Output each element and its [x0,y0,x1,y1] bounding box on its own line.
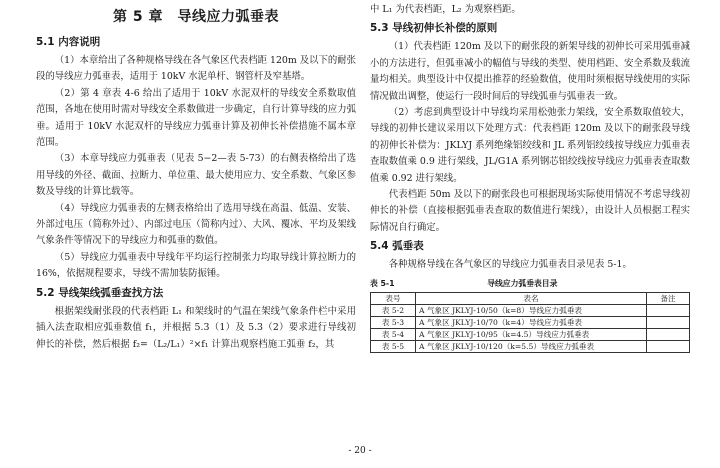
table-cell: A 气象区 JKLYJ-10/50（k=8）导线应力弧垂表 [416,304,647,316]
paragraph: 根据架线耐张段的代表档距 L₁ 和架线时的气温在架线气象条件栏中采用插入法查取相应弧垂数值 f₁，并根据 5.3（1）及 5.3（2）要求进行导线初伸长的补偿，然后根据 f₂=（L₂/L₁）²×f₁ 计算出观察档施工弧垂 f₂，其 [36,305,356,350]
paragraph: （5）导线应力弧垂表中导线年平均运行控制张力均取导线计算拉断力的 16%，依据规程要求，导线不需加装防振锤。 [36,251,356,280]
paragraph: （1）代表档距 120m 及以下的耐张段的新架导线的初伸长可采用弧垂减小的方法进行，但弧垂减小的幅值与导线的类型、使用档距、安全系数及载流量均相关。典型设计中仅提出推荐的经验数值，使用时须根据导线使用的实际情况做出调整，使运行一段时间后的导线弧垂与弧垂表一致。 [370,41,691,102]
continuation-line: 中 L₁ 为代表档距，L₂ 为观察档距。 [370,4,521,15]
table-label: 表 5-1 [370,278,395,288]
paragraph: （1）本章给出了各种规格导线在各气象区代表档距 120m 及以下的耐张段的导线应力弧垂表，适用于 10kV 水泥单杆、钢管杆及窄基塔。 [36,55,357,83]
paragraph: （2）第 4 章表 4-6 给出了适用于 10kV 水泥双杆的导线安全系数取值范围，各地在使用时需对导线安全系数做进一步确定，自行计算导线的应力弧垂。适用于 10kV 水泥双杆的导线应力弧垂计算及初伸长补偿措施不属本章范围。 [36,87,356,149]
paragraph: 代表档距 50m 及以下的耐张段也可根据现场实际使用情况不考虑导线初伸长的补偿（直接根据弧垂表查取的数值进行架线），由设计人员根据工程实际情况自行确定。 [370,189,690,233]
table-header-row [371,292,690,304]
section-heading-5-1: 5.1 内容说明 [36,36,101,48]
section-heading-5-4: 5.4 弧垂表 [370,240,424,253]
table-cell [647,304,690,316]
table-title: 导线应力弧垂表目录 [487,278,558,288]
paragraph: （3）本章导线应力弧垂表（见表 5−2—表 5-73）的右侧表格给出了选用导线的外径、截面、拉断力、单位重、最大使用应力、安全系数、气象区参数及导线的计算比载等。 [36,153,356,198]
left-column [36,0,356,353]
right-column [370,0,690,353]
table-row [371,328,690,340]
page-number: - 20 - [348,446,372,456]
table-cell: 表 5-3 [371,316,416,328]
column-header: 表名 [416,292,647,304]
section-heading-5-2: 5.2 导线架线弧垂查找方法 [36,286,164,299]
paragraph: 各种规格导线在各气象区的导线应力弧垂表目录见表 5-1。 [388,259,632,271]
table-row [371,304,690,316]
table-cell: 表 5-4 [371,328,416,340]
column-header: 备注 [647,292,690,304]
section-heading-5-3: 5.3 导线初伸长补偿的原则 [370,22,498,35]
table-cell [647,328,690,340]
table-cell [647,316,690,328]
paragraph: （2）考虑到典型设计中导线均采用松弛张力架线，安全系数取值较大，导线的初伸长建议采用以下处理方式：代表档距 120m 及以下的耐张段导线的初伸长补偿为：JKLYJ 系列绝缘铝绞线和 JL 系列铝绞线按导线应力弧垂表查取数值乘 0.9 进行架线，JL/G1A 系列钢芯铝绞线按导线应力弧垂表查取数值乘 0.92 进行架线。 [370,107,690,184]
table-cell: A 气象区 JKLYJ-10/95（k=4.5）导线应力弧垂表 [416,328,647,340]
table-cell: A 气象区 JKLYJ-10/70（k=4）导线应力弧垂表 [416,316,647,328]
table-cell: A 气象区 JKLYJ-10/120（k=5.5）导线应力弧垂表 [416,340,647,352]
table-row [371,316,690,328]
chapter-title: 第 5 章 导线应力弧垂表 [113,9,279,25]
table-cell: 表 5-2 [371,304,416,316]
table-caption [370,278,690,289]
table-row [371,340,690,352]
column-header: 表号 [371,292,416,304]
paragraph: （4）导线应力弧垂表的左侧表格给出了选用导线在高温、低温、安装、外部过电压（简称外过）、内部过电压（简称内过）、大风、覆冰、平均及架线气象条件等情况下的导线应力和弧垂的数值。 [36,202,356,247]
table-directory [370,292,690,353]
table-cell: 表 5-5 [371,340,416,352]
table-cell [647,340,690,352]
